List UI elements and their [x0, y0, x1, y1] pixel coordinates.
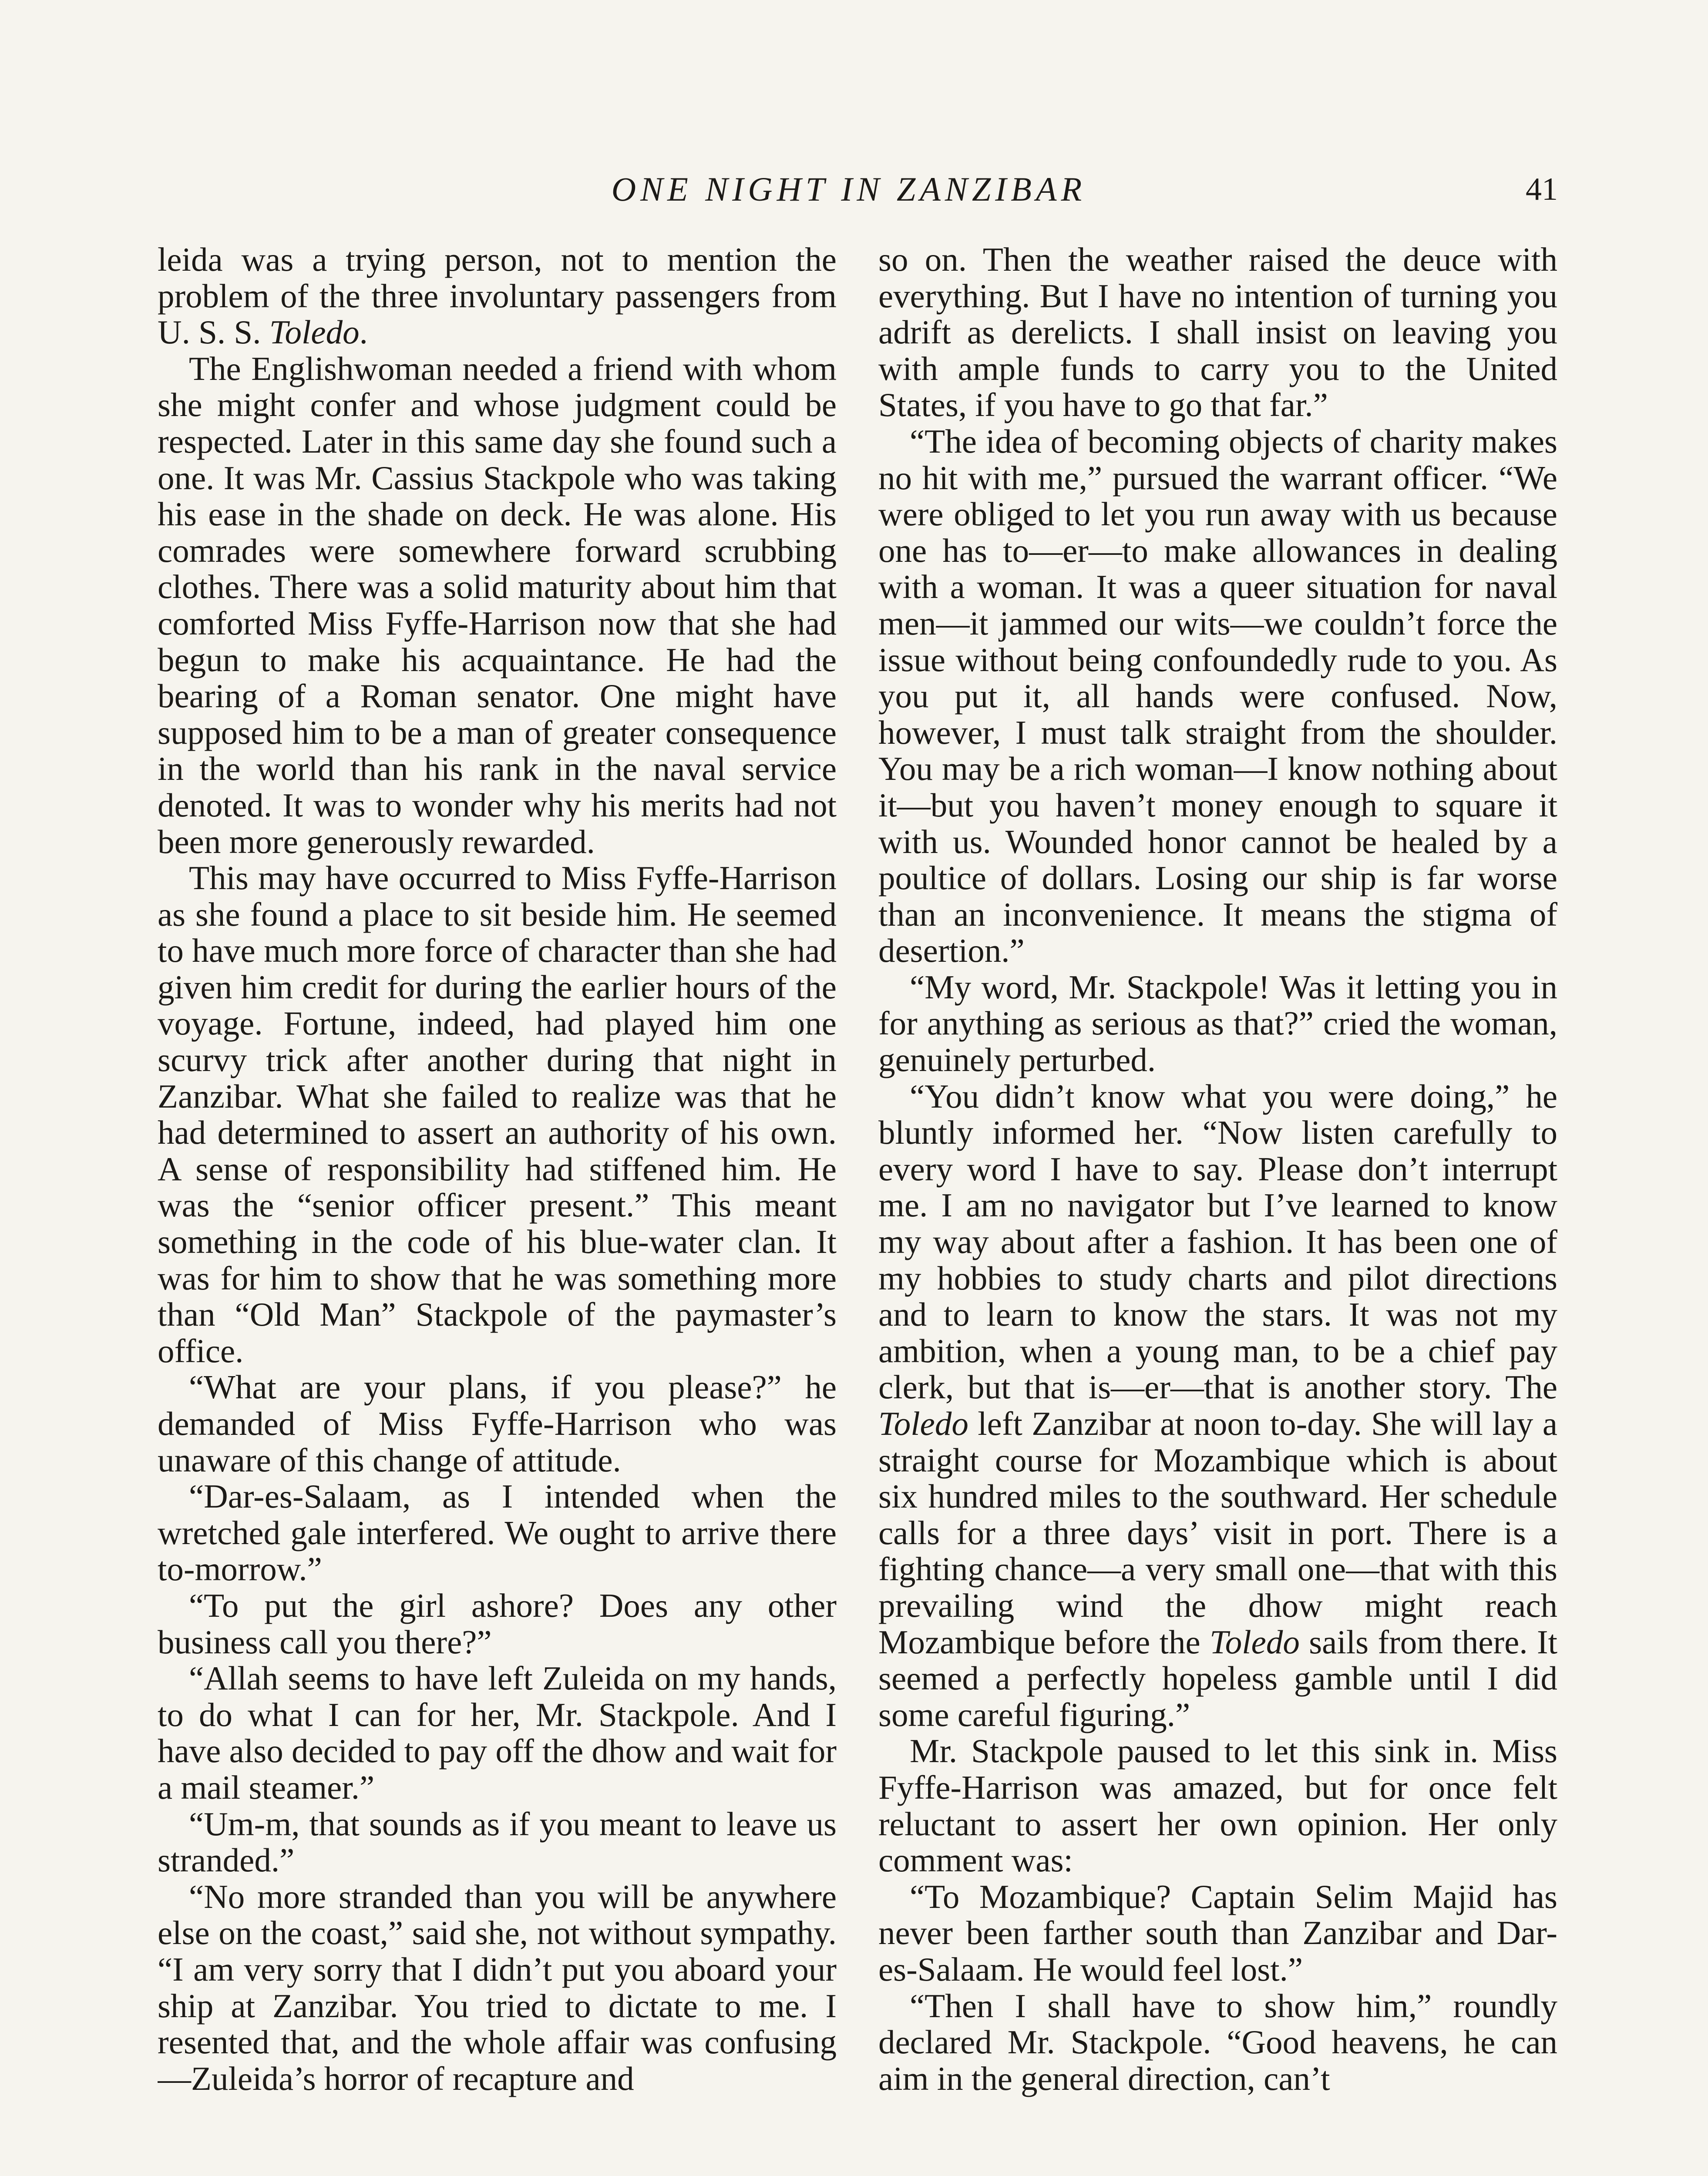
paragraph-text: “Dar-es-Salaam, as I intended when the wretched gale interfered. We ought to arrive there to-morrow.” [158, 1478, 837, 1588]
paragraph [878, 1988, 1557, 2097]
paragraph [878, 1879, 1557, 1988]
paragraph-text: Mr. Stackpole paused to let this sink in. Miss Fyffe-Harrison was amazed, but for once felt reluctant to assert her own opinion. Her only comment was: [878, 1732, 1557, 1879]
running-title: ONE NIGHT IN ZANZIBAR [611, 170, 1086, 208]
paragraph [158, 242, 837, 351]
paragraph-text: left Zanzibar at noon to-day. She will lay a straight course for Mozambique which is about six hundred miles to the southward. Her schedule calls for a three days’ visit in port. There is a fighting chance—a very small one—that with this prevailing wind the dhow might reach Mozambique before the [878, 1405, 1557, 1661]
running-header [0, 165, 1708, 213]
italic-ship-name: Toledo [269, 313, 360, 351]
paragraph-text: “Allah seems to have left Zuleida on my hands, to do what I can for her, Mr. Stackpole. And I have also decided to pay off the dhow and wait for a mail steamer.” [158, 1659, 837, 1806]
right-text-column [878, 242, 1557, 2176]
page-number: 41 [1526, 171, 1558, 207]
paragraph-text: “You didn’t know what you were doing,” he bluntly informed her. “Now listen carefully to every word I have to say. Please don’t interrupt me. I am no navigator but I’ve learned to know my way about after a fashion. It has been one of my hobbies to study charts and pilot directions and to learn to know the stars. It was not my ambition, when a young man, to be a chief pay clerk, but that is—er—that is another story. The [878, 1077, 1557, 1406]
paragraph-text: sails from there. It seemed a perfectly hopeless gamble until I did some careful figuring.” [878, 1623, 1557, 1733]
paragraph-text: so on. Then the weather raised the deuce with everything. But I have no intention of turning you adrift as derelicts. I shall insist on leaving you with ample funds to carry you to the United States, if you have to go that far.” [878, 242, 1557, 424]
paragraph [158, 860, 837, 1369]
paragraph [158, 1369, 837, 1478]
paragraph [878, 1733, 1557, 1878]
paragraph-text: The Englishwoman needed a friend with whom she might confer and whose judgment could be respected. Later in this same day she found such a one. It was Mr. Cassius Stackpole who was taking his ease in the shade on deck. He was alone. His comrades were somewhere forward scrubbing clothes. There was a solid maturity about him that comforted Miss Fyffe-Harrison now that she had begun to make his acquaintance. He had the bearing of a Roman senator. One might have supposed him to be a man of greater consequence in the world than his rank in the naval service denoted. It was to wonder why his merits had not been more generously rewarded. [158, 349, 837, 860]
paragraph-text: “Um-m, that sounds as if you meant to leave us stranded.” [158, 1805, 837, 1879]
paragraph [158, 351, 837, 860]
paragraph [158, 1806, 837, 1879]
paragraph-text: “No more stranded than you will be anywhere else on the coast,” said she, not without sympathy. “I am very sorry that I didn’t put you aboard your ship at Zanzibar. You tried to dictate to me. I resented that, and the whole affair was confusing—Zuleida’s horror of recapture and [158, 1877, 837, 2097]
paragraph [878, 969, 1557, 1078]
paragraph-text: “To put the girl ashore? Does any other business call you there?” [158, 1586, 837, 1661]
paragraph-text: . [359, 313, 368, 351]
paragraph-text: “To Mozambique? Captain Selim Majid has never been farther south than Zanzibar and Dar-es-Salaam. He would feel lost.” [878, 1877, 1557, 1988]
paragraph-text: “Then I shall have to show him,” roundly declared Mr. Stackpole. “Good heavens, he can aim in the general direction, can’t [878, 1987, 1557, 2097]
paragraph [878, 1078, 1557, 1733]
paragraph [878, 242, 1557, 423]
paragraph-text: “The idea of becoming objects of charity makes no hit with me,” pursued the warrant officer. “We were obliged to let you run away with us because one has to—er—to make allowances in dealing with a woman. It was a queer situation for naval men—it jammed our wits—we couldn’t force the issue without being confoundedly rude to you. As you put it, all hands were confused. Now, however, I must talk straight from the shoulder. You may be a rich woman—I know nothing about it—but you haven’t money enough to square it with us. Wounded honor cannot be healed by a poultice of dollars. Losing our ship is far worse than an inconvenience. It means the stigma of desertion.” [878, 422, 1557, 970]
paragraph-text: “My word, Mr. Stackpole! Was it letting you in for anything as serious as that?” cried the woman, genuinely perturbed. [878, 968, 1557, 1079]
paragraph-text: leida was a trying person, not to mention the problem of the three involuntary passengers from U. S. S. [158, 242, 837, 351]
paragraph [158, 1588, 837, 1660]
italic-ship-name: Toledo [1210, 1623, 1300, 1661]
paragraph-text: “What are your plans, if you please?” he demanded of Miss Fyffe-Harrison who was unaware of this change of attitude. [158, 1368, 837, 1479]
paragraph [158, 1879, 837, 2097]
left-text-column [158, 242, 837, 2176]
paragraph-text: This may have occurred to Miss Fyffe-Harrison as she found a place to sit beside him. He seemed to have much more force of character than she had given him credit for during the earlier hours of the voyage. Fortune, indeed, had played him one scurvy trick after another during that night in Zanzibar. What she failed to realize was that he had determined to assert an authority of his own. A sense of responsibility had stiffened him. He was the “senior officer present.” This meant something in the code of his blue-water clan. It was for him to show that he was something more than “Old Man” Stackpole of the paymaster’s office. [158, 859, 837, 1370]
paragraph [158, 1478, 837, 1588]
italic-ship-name: Toledo [878, 1405, 968, 1442]
paragraph [158, 1660, 837, 1806]
paragraph [878, 423, 1557, 969]
